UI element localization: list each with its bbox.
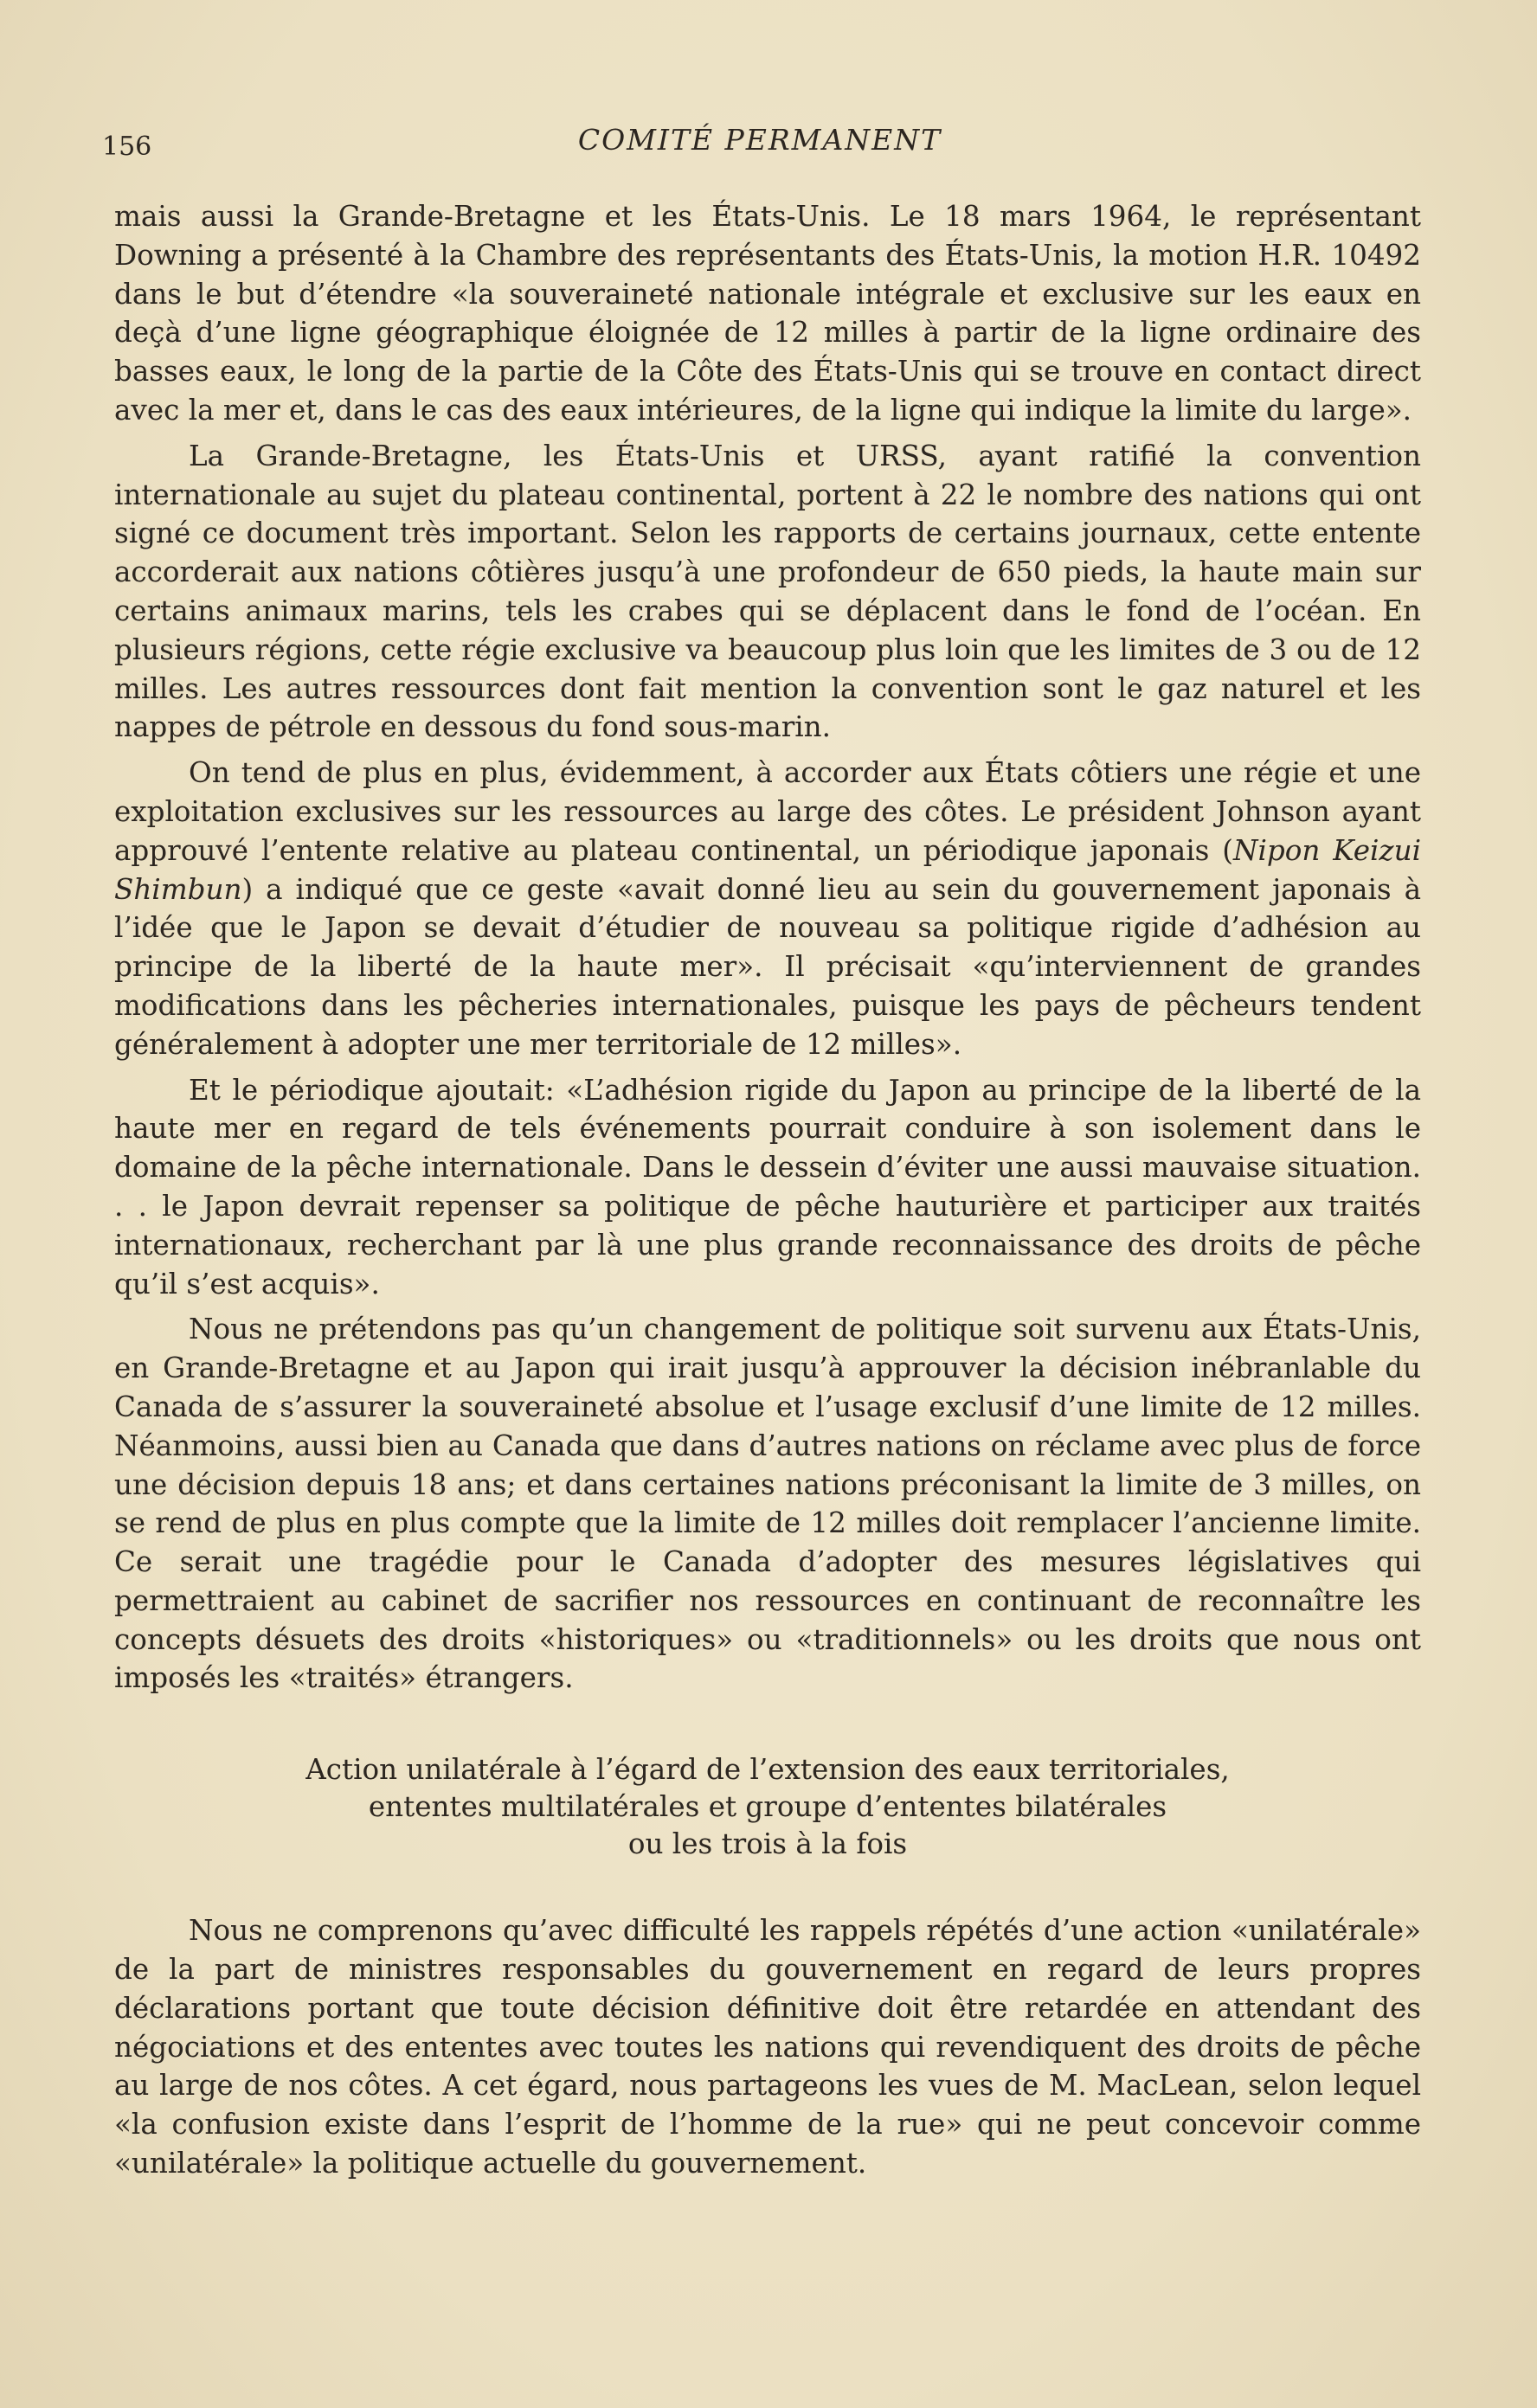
paragraph-periodical-quote: Et le périodique ajoutait: «L’adhésion rigide du Japon au principe de la liberté de la haute mer en regard de tels événements pourrait conduire à son isolement dans le domaine de la pêche internationale. Dans le dessein d’éviter une aussi mauvaise situation. . . le Japon devrait repenser sa politique de pêche hauturière et participer aux traités internationaux, recherchant par là une plus grande reconnaissance des droits de pêche qu’il s’est acquis». — [114, 1073, 1421, 1300]
running-title: COMITÉ PERMANENT — [577, 123, 942, 157]
paragraph-text-before: On tend de plus en plus, évidemment, à accorder aux États côtiers une régie et une exploitation exclusives sur les ressources au large des côtes. Le président Johnson ayant approuvé l’entente relative au plateau continental, un périodique japonais ( — [114, 756, 1421, 867]
paragraph-continuation: mais aussi la Grande-Bretagne et les États-Unis. Le 18 mars 1964, le représentant Downing a présenté à la Chambre des représentants des États-Unis, la motion H.R. 10492 dans le but d’étendre «la souveraineté nationale intégrale et exclusive sur les eaux en deçà d’une ligne géographique éloignée de 12 milles à partir de la ligne ordinaire des basses eaux, le long de la partie de la Côte des États-Unis qui se trouve en contact direct avec la mer et, dans le cas des eaux intérieures, de la ligne qui indique la limite du large». — [114, 200, 1421, 427]
page-number: 156 — [102, 132, 152, 162]
periodical-name: Nipon Keizui Shimbun — [114, 833, 1422, 906]
paragraph-japanese-periodical — [114, 754, 1421, 1063]
paragraph-unilateral-action: Nous ne comprenons qu’avec difficulté les rappels répétés d’une action «unilatérale» de la part de ministres responsables du gouvernement en regard de leurs propres déclarations portant que toute décision définitive doit être retardée en attendant des négociations et des ententes avec toutes les nations qui revendiquent des droits de pêche au large de nos côtes. A cet égard, nous partageons les vues de M. MacLean, selon lequel «la confusion existe dans l’esprit de l’homme de la rue» qui ne peut concevoir comme «unilatérale» la politique actuelle du gouvernement. — [114, 1914, 1421, 2180]
section-heading-line-2: ententes multilatérales et groupe d’ententes bilatérales — [368, 1790, 1167, 1824]
running-head — [102, 123, 1418, 166]
section-heading — [114, 1751, 1421, 1863]
section-heading-line-3: ou les trois à la fois — [627, 1827, 908, 1861]
body-text — [114, 197, 1421, 2183]
section-heading-line-1: Action unilatérale à l’égard de l’extension des eaux territoriales, — [305, 1753, 1230, 1787]
paragraph-continental-shelf: La Grande-Bretagne, les États-Unis et URSS, ayant ratifié la convention internationale au sujet du plateau continental, portent à 22 le nombre des nations qui ont signé ce document très important. Selon les rapports de certains journaux, cette entente accorderait aux nations côtières jusqu’à une profondeur de 650 pieds, la haute main sur certains animaux marins, tels les crabes qui se déplacent dans le fond de l’océan. En plusieurs régions, cette régie exclusive va beaucoup plus loin que les limites de 3 ou de 12 milles. Les autres ressources dont fait mention la convention sont le gaz naturel et les nappes de pétrole en dessous du fond sous-marin. — [114, 439, 1421, 744]
paragraph-text-after: ) a indiqué que ce geste «avait donné lieu au sein du gouvernement japonais à l’idée que le Japon se devait d’étudier de nouveau sa politique rigide d’adhésion au principe de la liberté de la haute mer». Il précisait «qu’interviennent de grandes modifications dans les pêcheries internationales, puisque les pays de pêcheurs tendent généralement à adopter une mer territoriale de 12 milles». — [114, 872, 1421, 1061]
paragraph-policy-change: Nous ne prétendons pas qu’un changement de politique soit survenu aux États-Unis, en Grande-Bretagne et au Japon qui irait jusqu’à approuver la décision inébranlable du Canada de s’assurer la souveraineté absolue et l’usage exclusif d’une limite de 12 milles. Néanmoins, aussi bien au Canada que dans d’autres nations on réclame avec plus de force une décision depuis 18 ans; et dans certaines nations préconisant la limite de 3 milles, on se rend de plus en plus compte que la limite de 12 milles doit remplacer l’ancienne limite. Ce serait une tragédie pour le Canada d’adopter des mesures législatives qui permettraient au cabinet de sacrifier nos ressources en continuant de reconnaître les concepts désuets des droits «historiques» ou «traditionnels» ou les droits que nous ont imposés les «traités» étrangers. — [114, 1313, 1421, 1695]
